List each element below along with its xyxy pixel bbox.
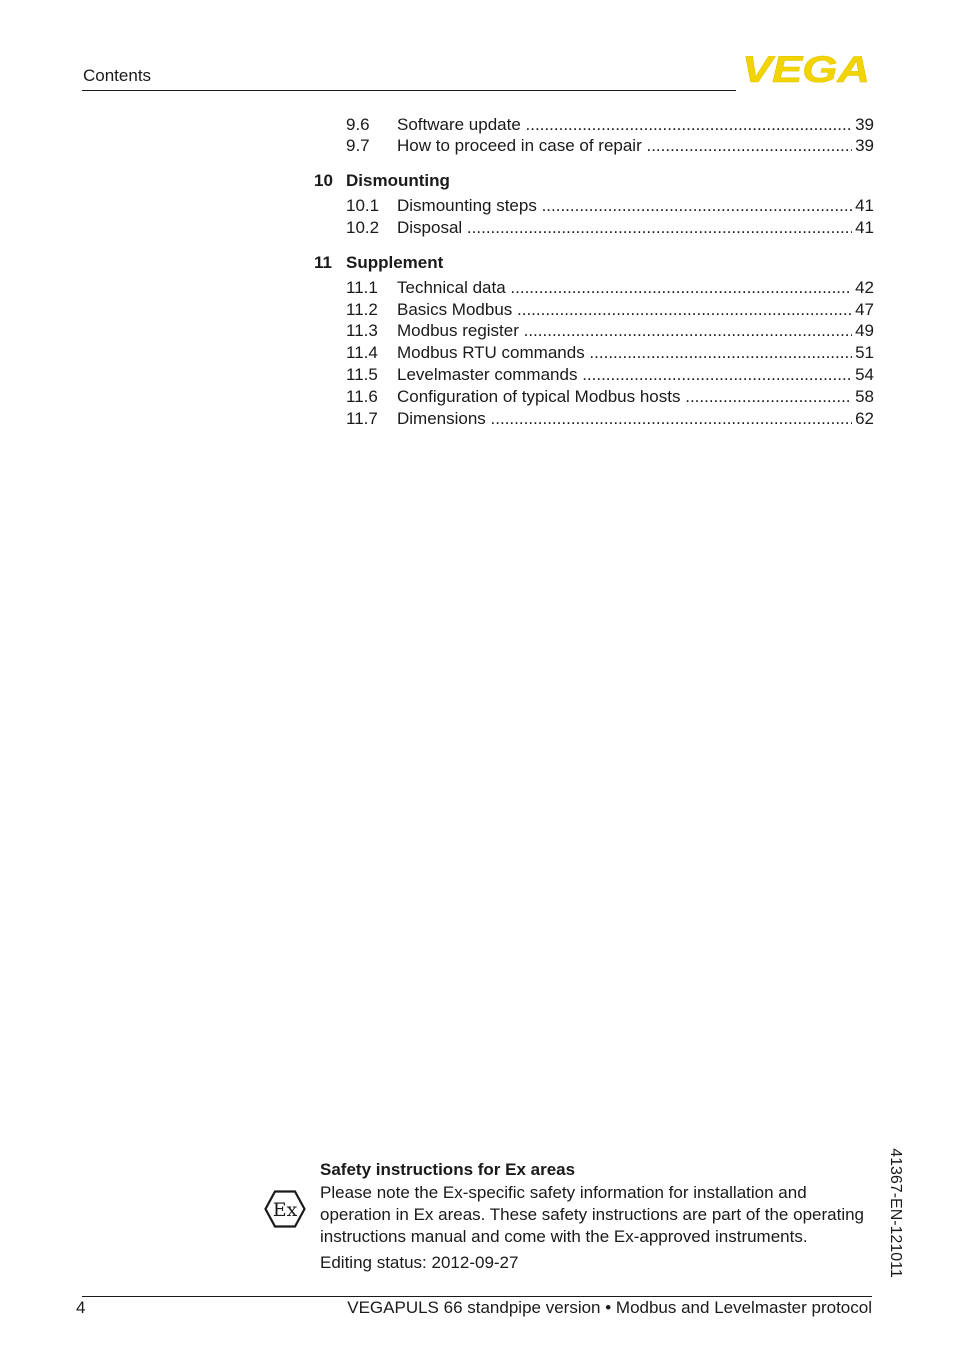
toc-entry-title: Technical data ..... [397, 277, 852, 299]
toc-entry-11-6[interactable] [346, 386, 874, 408]
toc-entry-page: 39 [855, 115, 874, 134]
toc-entry-number: 11.7 [346, 409, 378, 428]
vega-logo [742, 51, 872, 84]
toc-entry-page: 49 [855, 321, 874, 340]
document-code: 41367-EN-121011 [887, 1148, 904, 1278]
toc-entry-title: Dismounting steps ..... [397, 195, 852, 217]
toc-entry-page: 58 [855, 387, 874, 406]
toc-entry-title: Modbus RTU commands ..... [397, 342, 852, 364]
toc-entry-10-2[interactable] [346, 217, 874, 239]
toc-entry-11-3[interactable] [346, 320, 874, 342]
vega-logo-text: VEGA [742, 51, 870, 84]
toc-entry-11-1[interactable] [346, 277, 874, 299]
chapter-number: 11 [314, 253, 332, 272]
svg-text:Ex: Ex [272, 1199, 298, 1221]
toc-entry-title: Software update ..... [397, 114, 852, 136]
chapter-title: Dismounting [346, 171, 450, 190]
editing-status: Editing status: 2012-09-27 [320, 1253, 519, 1272]
chapter-number: 10 [314, 171, 333, 190]
toc-entry-page: 54 [855, 365, 874, 384]
toc-entry-page: 42 [855, 278, 874, 297]
toc-entry-9-6[interactable] [346, 114, 874, 136]
footer-page-number: 4 [76, 1298, 86, 1317]
toc-entry-title: Configuration of typical Modbus hosts ..... [397, 386, 852, 408]
toc-entry-number: 11.5 [346, 365, 378, 384]
toc-entry-11-2[interactable] [346, 299, 874, 321]
toc-entry-title: Basics Modbus ..... [397, 299, 852, 321]
toc-entry-page: 51 [855, 343, 874, 362]
footer-rule [82, 1296, 872, 1297]
toc-entry-number: 10.2 [346, 218, 380, 237]
toc-entry-11-5[interactable] [346, 364, 874, 386]
header-section-title: Contents [83, 66, 152, 85]
toc-entry-number: 11.2 [346, 300, 378, 319]
toc-entry-number: 11.3 [346, 321, 378, 340]
header-rule [82, 90, 736, 91]
toc-entry-page: 62 [855, 409, 874, 428]
toc-entry-title: How to proceed in case of repair ..... [397, 135, 852, 157]
toc-entry-number: 9.7 [346, 136, 370, 155]
toc-entry-number: 11.4 [346, 343, 378, 362]
toc-entry-page: 39 [855, 136, 874, 155]
toc-entry-title: Disposal ..... [397, 217, 852, 239]
toc-entry-title: Dimensions ..... [397, 408, 852, 430]
chapter-title: Supplement [346, 253, 444, 272]
toc-entry-11-7[interactable] [346, 408, 874, 430]
safety-title: Safety instructions for Ex areas [320, 1160, 576, 1179]
toc-entry-number: 10.1 [346, 196, 380, 215]
toc-entry-number: 9.6 [346, 115, 370, 134]
toc-entry-number: 11.6 [346, 387, 378, 406]
toc-entry-page: 41 [855, 196, 874, 215]
toc-entry-11-4[interactable] [346, 342, 874, 364]
toc-entry-page: 41 [855, 218, 874, 237]
toc-entry-page: 47 [855, 300, 874, 319]
safety-body: Please note the Ex-specific safety information for installation and operation in Ex areas. These safety instructions are part of the operating instructions manual and come with the Ex-approved instruments. [320, 1183, 864, 1246]
toc-entry-title: Levelmaster commands ..... [397, 364, 852, 386]
footer-document-title: VEGAPULS 66 standpipe version • Modbus and Levelmaster protocol [347, 1298, 872, 1317]
ex-icon [264, 1190, 306, 1228]
toc-entry-10-1[interactable] [346, 195, 874, 217]
toc-entry-title: Modbus register ..... [397, 320, 852, 342]
toc-entry-number: 11.1 [346, 278, 378, 297]
toc-entry-9-7[interactable] [346, 135, 874, 157]
